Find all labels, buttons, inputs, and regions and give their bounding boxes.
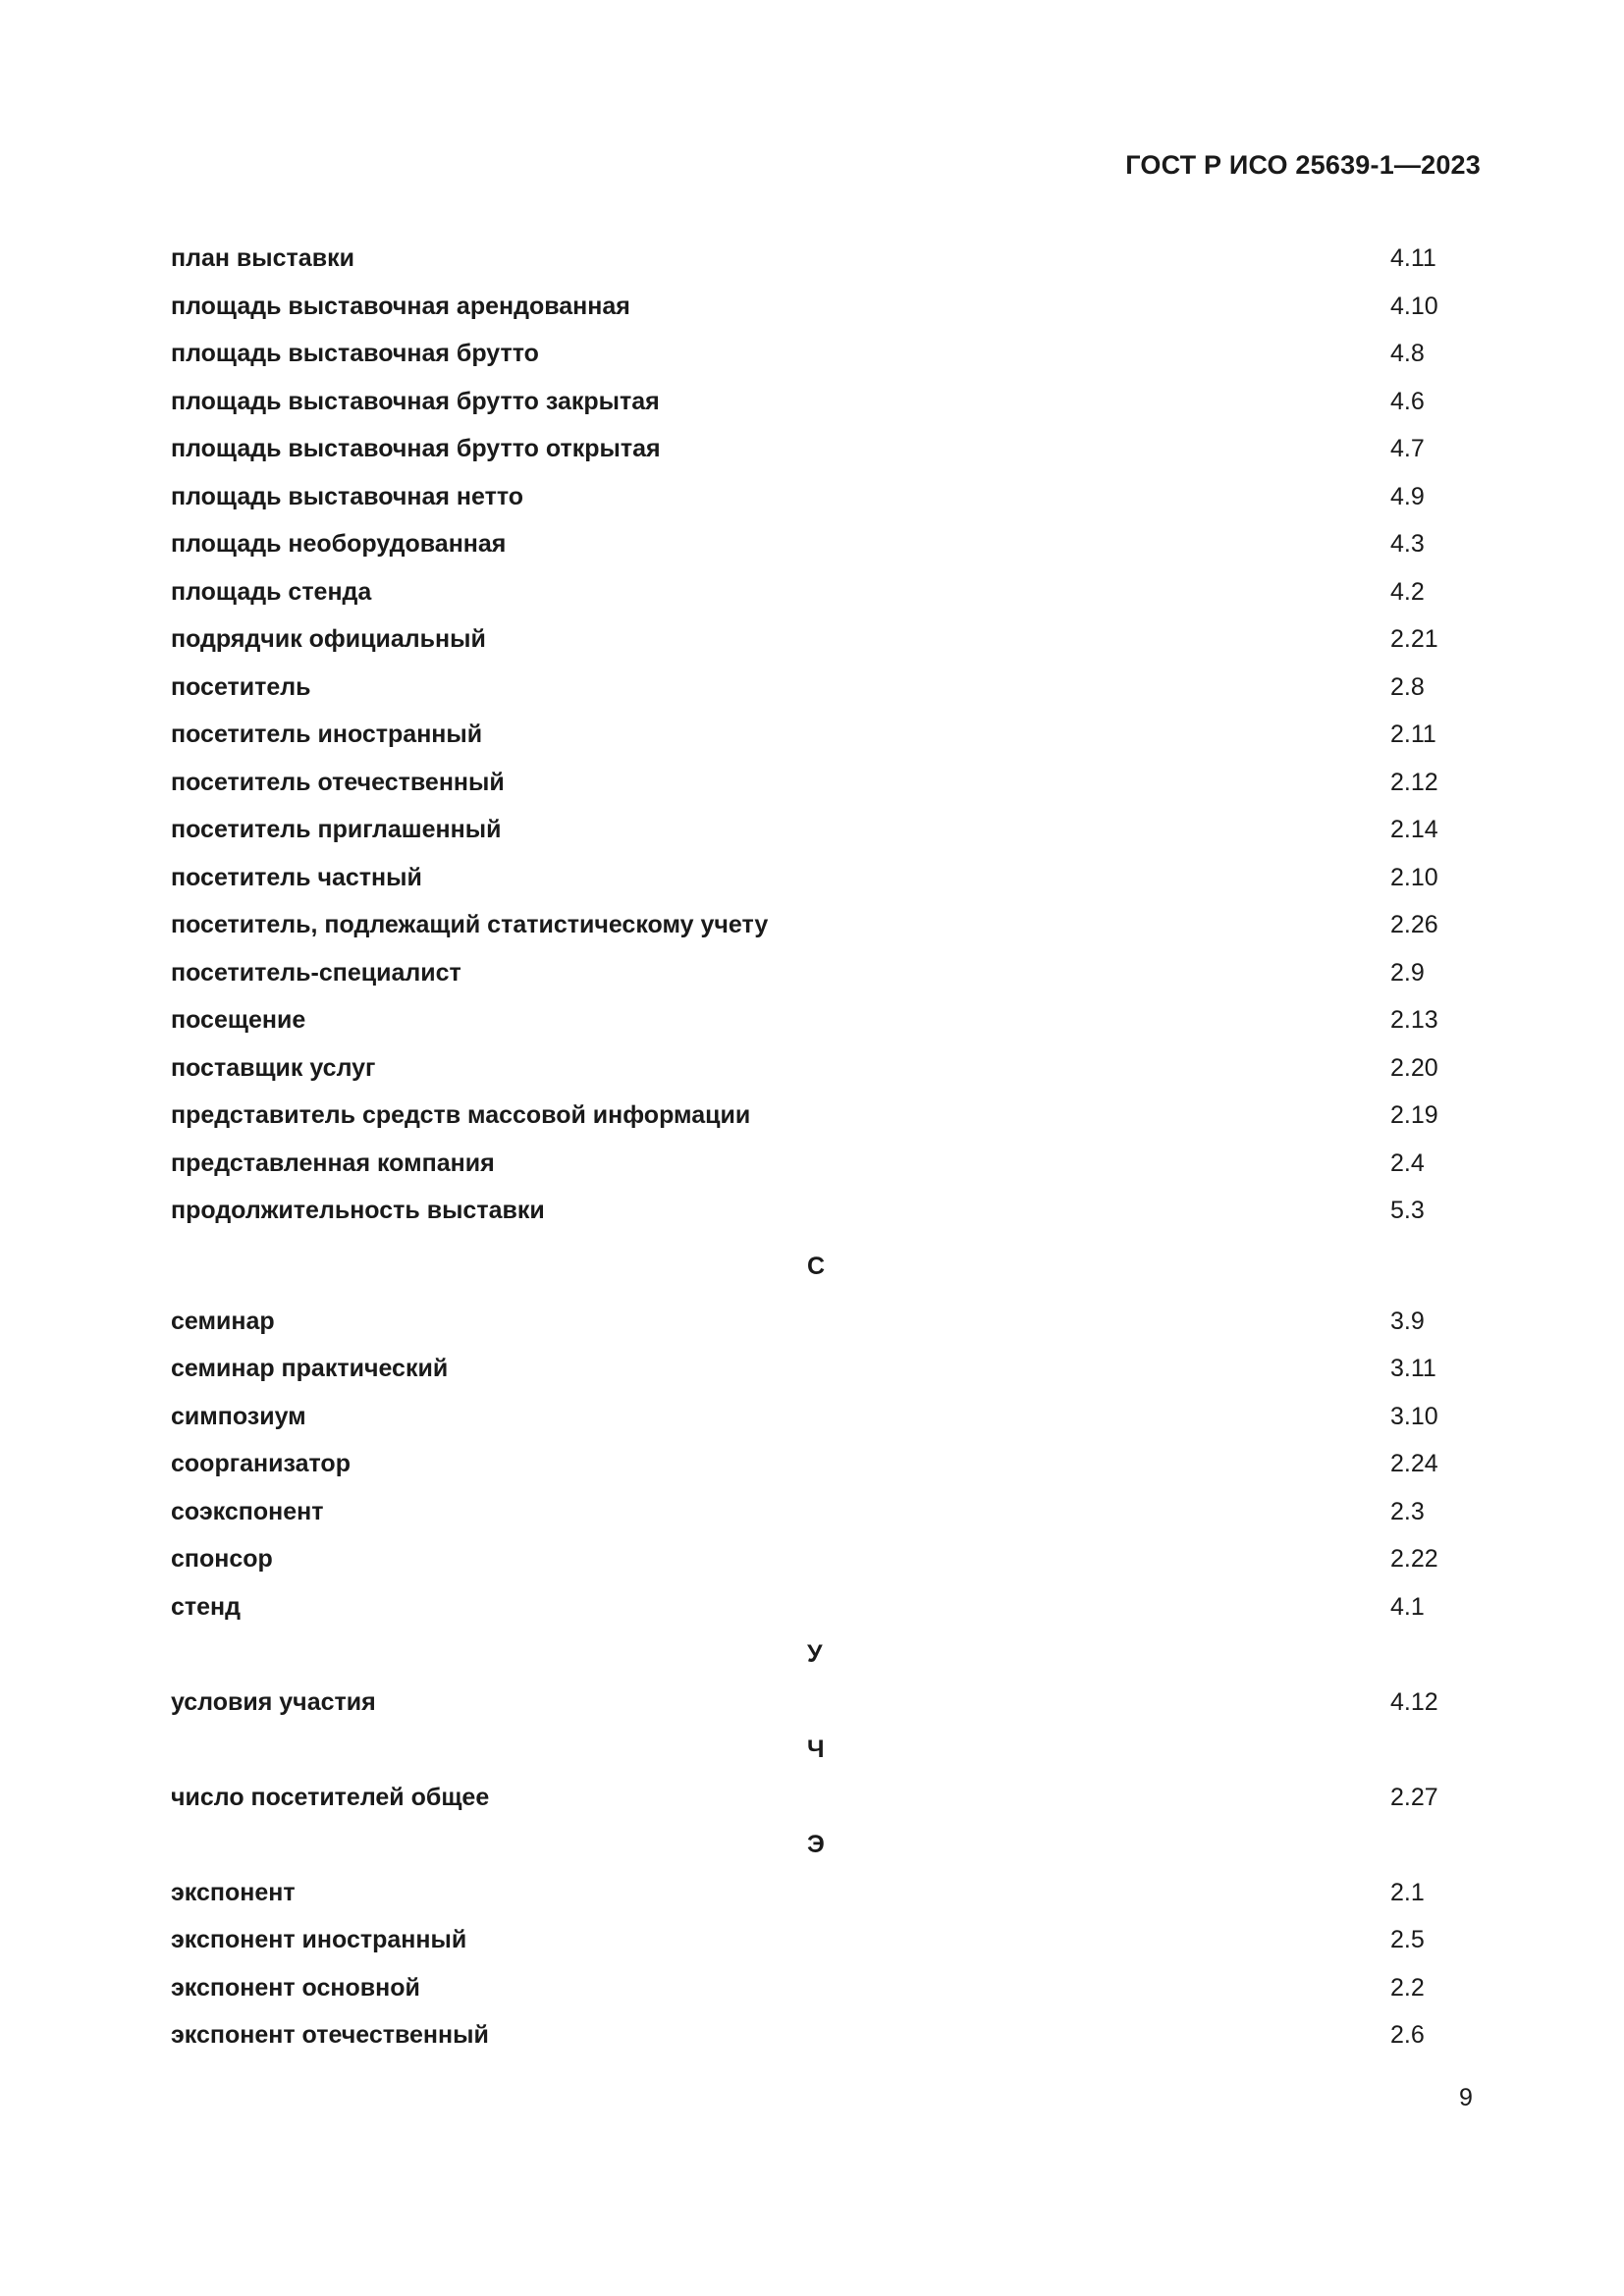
index-entry [171, 1774, 1487, 1822]
index-entry [171, 1535, 1487, 1583]
index-reference: 4.7 [1390, 435, 1425, 462]
index-term: посетитель-специалист [171, 958, 461, 987]
index-entry [171, 520, 1487, 568]
index-reference: 4.11 [1390, 244, 1436, 272]
index-entry [171, 1488, 1487, 1536]
index-entry [171, 1345, 1487, 1393]
index-entry [171, 378, 1487, 426]
index-letter-heading [171, 1630, 1487, 1679]
index-entry [171, 759, 1487, 807]
index-term: площадь выставочная нетто [171, 482, 524, 510]
index-term: экспонент иностранный [171, 1926, 467, 1953]
index-letter: У [807, 1640, 823, 1668]
index-reference: 4.2 [1390, 577, 1425, 606]
index-reference: 2.3 [1390, 1497, 1425, 1525]
index-reference: 3.9 [1390, 1307, 1425, 1335]
page-number: 9 [1459, 2084, 1473, 2111]
index-reference: 2.13 [1390, 1006, 1438, 1034]
index-reference: 4.1 [1390, 1592, 1425, 1621]
index-entry [171, 1869, 1487, 1917]
index-entry [171, 1187, 1487, 1235]
index-letter: Э [807, 1831, 825, 1858]
index-entry [171, 1964, 1487, 2012]
index-letter-heading [171, 1235, 1487, 1298]
index-entry [171, 1393, 1487, 1441]
index-term: посещение [171, 1006, 306, 1034]
index-reference: 2.27 [1390, 1783, 1438, 1811]
index-entry [171, 615, 1487, 664]
index-entry [171, 330, 1487, 378]
index-term: посетитель отечественный [171, 768, 505, 796]
index-term: спонсор [171, 1545, 273, 1573]
index-term: план выставки [171, 244, 354, 272]
index-entry [171, 473, 1487, 521]
index-letter: С [807, 1252, 826, 1280]
index-entry [171, 1298, 1487, 1346]
index-entry [171, 568, 1487, 616]
index-reference: 2.12 [1390, 768, 1438, 796]
index-term: площадь выставочная брутто закрытая [171, 387, 660, 415]
index-term: площадь необорудованная [171, 530, 507, 558]
index-entry [171, 283, 1487, 331]
index-reference: 3.11 [1390, 1355, 1436, 1382]
index-term: посетитель, подлежащий статистическому учету [171, 911, 769, 938]
index-reference: 2.24 [1390, 1450, 1438, 1477]
index-reference: 2.10 [1390, 863, 1438, 891]
index-term: поставщик услуг [171, 1053, 376, 1082]
index-term: симпозиум [171, 1402, 306, 1430]
index-letter-heading [171, 1821, 1487, 1869]
index-reference: 2.4 [1390, 1148, 1425, 1177]
index-reference: 2.6 [1390, 2021, 1425, 2049]
index-term: семинар практический [171, 1355, 449, 1382]
index-entry [171, 854, 1487, 902]
index-entry [171, 1440, 1487, 1488]
index-term: площадь стенда [171, 577, 372, 606]
index-reference: 4.3 [1390, 530, 1425, 558]
index-reference: 2.2 [1390, 1973, 1425, 2002]
alphabetical-index [171, 235, 1487, 2059]
index-reference: 2.26 [1390, 911, 1438, 938]
index-reference: 4.10 [1390, 292, 1438, 320]
index-reference: 2.22 [1390, 1545, 1438, 1573]
index-letter: Ч [807, 1735, 825, 1763]
index-term: посетитель [171, 672, 311, 701]
index-entry [171, 425, 1487, 473]
index-term: площадь выставочная арендованная [171, 292, 630, 320]
index-reference: 2.5 [1390, 1926, 1425, 1953]
index-term: соэкспонент [171, 1497, 324, 1525]
index-reference: 4.9 [1390, 482, 1425, 510]
index-reference: 2.21 [1390, 625, 1438, 653]
index-reference: 2.14 [1390, 816, 1438, 843]
index-term: площадь выставочная брутто [171, 340, 539, 367]
index-term: условия участия [171, 1687, 376, 1716]
index-entry [171, 1140, 1487, 1188]
index-term: экспонент отечественный [171, 2021, 489, 2049]
index-term: экспонент основной [171, 1973, 420, 2002]
index-reference: 2.9 [1390, 958, 1425, 987]
index-entry [171, 1044, 1487, 1093]
index-entry [171, 1092, 1487, 1140]
index-reference: 2.20 [1390, 1053, 1438, 1082]
index-term: число посетителей общее [171, 1783, 490, 1811]
index-term: стенд [171, 1592, 242, 1621]
index-term: посетитель частный [171, 863, 422, 891]
index-reference: 4.8 [1390, 340, 1425, 367]
index-entry [171, 711, 1487, 759]
index-reference: 2.8 [1390, 672, 1425, 701]
index-term: соорганизатор [171, 1450, 351, 1477]
index-entry [171, 664, 1487, 712]
index-reference: 5.3 [1390, 1197, 1425, 1224]
index-term: подрядчик официальный [171, 625, 486, 653]
index-letter-heading [171, 1726, 1487, 1774]
index-entry [171, 235, 1487, 283]
index-term: экспонент [171, 1878, 296, 1906]
index-term: представленная компания [171, 1148, 495, 1177]
index-reference: 2.1 [1390, 1878, 1425, 1906]
index-reference: 3.10 [1390, 1402, 1438, 1430]
index-reference: 4.12 [1390, 1687, 1438, 1716]
index-term: семинар [171, 1307, 275, 1335]
index-reference: 2.11 [1390, 721, 1436, 748]
index-term: посетитель иностранный [171, 721, 483, 748]
index-entry [171, 901, 1487, 949]
index-term: представитель средств массовой информации [171, 1101, 751, 1129]
index-entry [171, 806, 1487, 854]
index-reference: 2.19 [1390, 1101, 1438, 1129]
index-term: посетитель приглашенный [171, 816, 502, 843]
index-entry [171, 1916, 1487, 1964]
index-entry [171, 1583, 1487, 1631]
index-entry [171, 1679, 1487, 1727]
index-term: площадь выставочная брутто открытая [171, 435, 661, 462]
document-header: ГОСТ Р ИСО 25639-1—2023 [1125, 150, 1481, 180]
index-entry [171, 996, 1487, 1044]
index-reference: 4.6 [1390, 387, 1425, 415]
index-entry [171, 2011, 1487, 2059]
index-term: продолжительность выставки [171, 1197, 545, 1224]
index-entry [171, 949, 1487, 997]
